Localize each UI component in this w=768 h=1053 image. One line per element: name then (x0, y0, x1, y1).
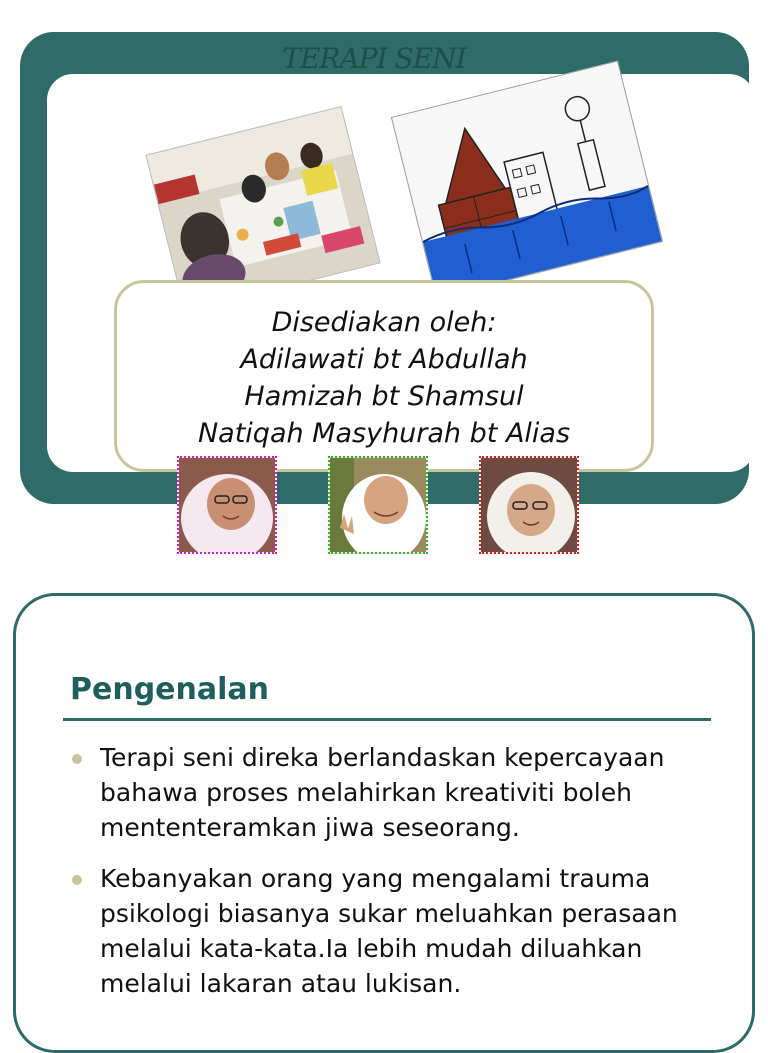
bullet-text: Kebanyakan orang yang mengalami trauma psikologi biasanya sukar meluahkan perasaan melalui kata-kata.Ia lebih mudah diluahkan melalui lakaran atau lukisan. (100, 864, 678, 998)
bullet-dot-icon (72, 754, 82, 764)
bullet-list (72, 740, 712, 1017)
author-photo-1 (177, 456, 277, 554)
author-photo-2 (328, 456, 428, 554)
bullet-item (72, 740, 712, 845)
author-photo-3 (479, 456, 579, 554)
credits-heading: Disediakan oleh: (271, 307, 497, 338)
slide-title: TERAPI SENI (282, 42, 466, 75)
bullet-text: Terapi seni direka berlandaskan kepercayaan bahawa proses melahirkan kreativiti boleh mententeramkan jiwa seseorang. (100, 743, 665, 842)
author-name-3: Natiqah Masyhurah bt Alias (197, 418, 571, 449)
bullet-item (72, 861, 712, 1001)
bullet-dot-icon (72, 875, 82, 885)
section-heading: Pengenalan (70, 672, 269, 707)
credits-box (114, 280, 654, 472)
heading-divider (63, 718, 711, 721)
author-name-1: Adilawati bt Abdullah (240, 344, 528, 375)
author-name-2: Hamizah bt Shamsul (244, 381, 524, 412)
